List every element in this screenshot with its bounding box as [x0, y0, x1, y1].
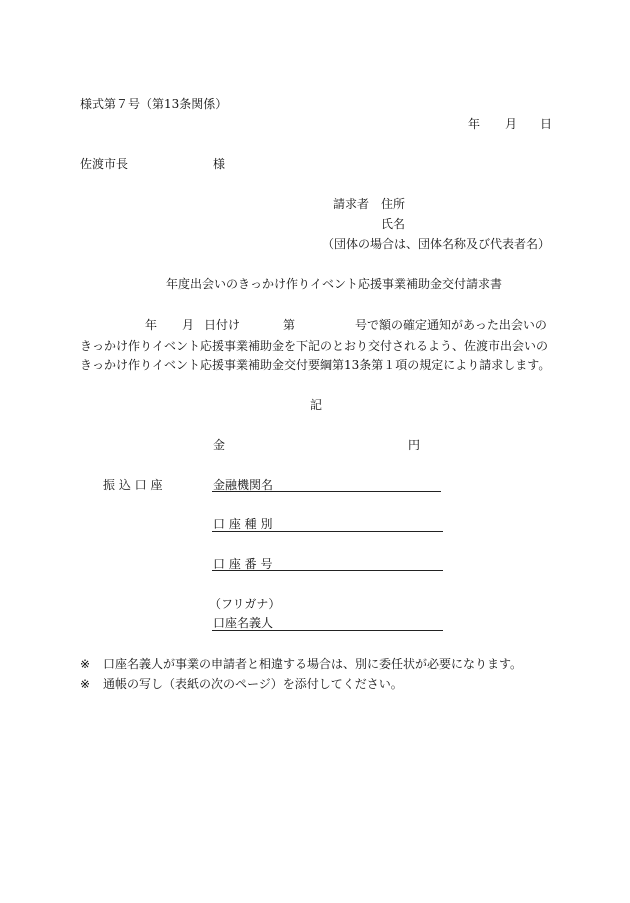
note-2-text: 通帳の写し（表紙の次のページ）を添付してください。 [103, 677, 403, 691]
body-year-label: 年 [145, 318, 158, 332]
bank-name-label: 金融機関名 [213, 478, 274, 492]
note-1-text: 口座名義人が事業の申請者と相違する場合は、別に委任状が必要になります。 [103, 657, 523, 671]
document-title: 年度出会いのきっかけ作りイベント応援事業補助金交付請求書 [166, 277, 503, 291]
addressee-honorific: 様 [213, 157, 226, 171]
account-holder-label: 口座名義人 [213, 616, 274, 630]
transfer-section-label: 振 込 口 座 [103, 478, 163, 492]
note-1-mark: ※ [80, 657, 91, 671]
form-number: 様式第７号（第13条関係） [80, 97, 228, 111]
body-month-label: 月 [182, 318, 195, 332]
requester-group-note: （団体の場合は、団体名称及び代表者名） [322, 237, 551, 251]
body-line1-rest: 号で額の確定通知があった出会いの [355, 318, 547, 332]
account-number-underline [212, 570, 443, 571]
bank-name-underline [212, 491, 441, 492]
requester-name-label: 氏名 [381, 217, 406, 231]
account-number-label: 口 座 番 号 [213, 557, 273, 571]
account-holder-underline [212, 630, 443, 631]
date-month-label: 月 [505, 117, 518, 131]
addressee-name: 佐渡市長 [80, 157, 129, 171]
requester-label: 請求者 [333, 197, 370, 211]
amount-unit: 円 [408, 438, 421, 452]
account-type-label: 口 座 種 別 [213, 517, 273, 531]
body-date-label: 日付け [204, 318, 241, 332]
body-number-prefix: 第 [283, 318, 296, 332]
body-line-3: きっかけ作りイベント応援事業補助金交付要綱第13条第１項の規定により請求します。 [80, 358, 551, 372]
amount-label: 金 [213, 438, 226, 452]
ki-heading: 記 [310, 398, 323, 412]
furigana-label: （フリガナ） [209, 597, 281, 611]
body-line-2: きっかけ作りイベント応援事業補助金を下記のとおり交付されるよう、佐渡市出会いの [80, 339, 549, 353]
account-type-underline [212, 531, 443, 532]
note-2-mark: ※ [80, 677, 91, 691]
requester-address-label: 住所 [381, 197, 406, 211]
date-day-label: 日 [540, 117, 553, 131]
date-year-label: 年 [468, 117, 481, 131]
